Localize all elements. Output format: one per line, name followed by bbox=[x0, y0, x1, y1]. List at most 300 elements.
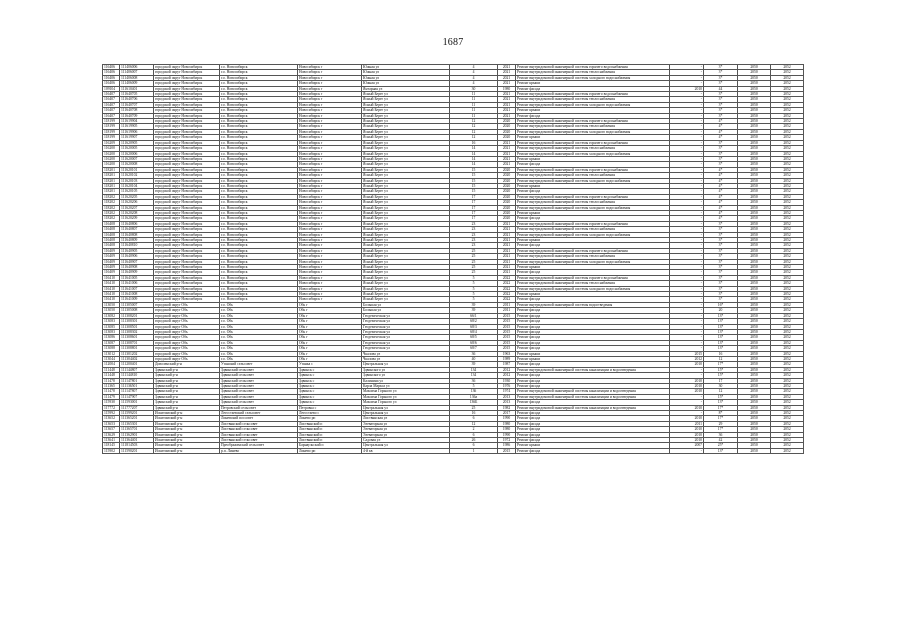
settlement-cell: г.о. Новосибирск bbox=[220, 248, 298, 253]
wear-percent-cell: 4* bbox=[704, 119, 738, 124]
plan-end-year-cell: 2052 bbox=[771, 70, 804, 75]
year-built-cell: 2021 bbox=[498, 102, 516, 107]
last-repair-year-cell: - bbox=[670, 75, 704, 80]
locality-cell: Здвинск с bbox=[298, 378, 362, 383]
wear-percent-cell: 4* bbox=[704, 205, 738, 210]
plan-start-year-cell: 2050 bbox=[738, 308, 771, 313]
locality-cell: Новосибирск г bbox=[298, 292, 362, 297]
work-type-cell: Ремонт фасада bbox=[516, 189, 670, 194]
house-number-cell: 16 bbox=[450, 411, 498, 416]
year-built-cell: 2013 bbox=[498, 400, 516, 405]
locality-cell: Новосибирск г bbox=[298, 200, 362, 205]
house-id-cell: 116408 bbox=[103, 227, 120, 232]
plan-start-year-cell: 2050 bbox=[738, 438, 771, 443]
municipality-cell: городской округ Новосибирск bbox=[154, 70, 220, 75]
house-number-cell: 25 bbox=[450, 405, 498, 410]
work-type-cell: Ремонт крыши bbox=[516, 265, 670, 270]
plan-start-year-cell: 2050 bbox=[738, 340, 771, 345]
element-id-cell: 111620206 bbox=[120, 200, 154, 205]
street-cell: Ясный Берег ул bbox=[362, 135, 450, 140]
municipality-cell: городской округ Обь bbox=[154, 319, 220, 324]
house-id-cell: 116407 bbox=[103, 113, 120, 118]
street-cell: Чкалова ул bbox=[362, 356, 450, 361]
last-repair-year-cell: - bbox=[670, 156, 704, 161]
year-built-cell: 2021 bbox=[498, 92, 516, 97]
last-repair-year-cell: - bbox=[670, 324, 704, 329]
municipality-cell: городской округ Новосибирск bbox=[154, 86, 220, 91]
locality-cell: Новосибирск г bbox=[298, 135, 362, 140]
wear-percent-cell: 15* bbox=[704, 367, 738, 372]
plan-start-year-cell: 2050 bbox=[738, 405, 771, 410]
street-cell: Геодезическая ул bbox=[362, 324, 450, 329]
work-type-cell: Ремонт фасада bbox=[516, 216, 670, 221]
wear-percent-cell: 4* bbox=[704, 183, 738, 188]
house-number-cell: 5 bbox=[450, 297, 498, 302]
last-repair-year-cell: - bbox=[670, 329, 704, 334]
plan-start-year-cell: 2050 bbox=[738, 81, 771, 86]
plan-start-year-cell: 2050 bbox=[738, 351, 771, 356]
locality-cell: Новосибирск г bbox=[298, 281, 362, 286]
plan-end-year-cell: 2052 bbox=[771, 427, 804, 432]
last-repair-year-cell: - bbox=[670, 140, 704, 145]
work-type-cell: Ремонт фасада bbox=[516, 335, 670, 340]
year-built-cell: 1972 bbox=[498, 438, 516, 443]
element-id-cell: 111619907 bbox=[120, 135, 154, 140]
locality-cell: Здвинск с bbox=[298, 389, 362, 394]
municipality-cell: Искитимский р-н bbox=[154, 443, 220, 448]
wear-percent-cell: 3* bbox=[704, 113, 738, 118]
house-number-cell: 17 bbox=[450, 200, 498, 205]
locality-cell: Обь г bbox=[298, 308, 362, 313]
street-cell: Ясный Берег ул bbox=[362, 221, 450, 226]
plan-end-year-cell: 2052 bbox=[771, 346, 804, 351]
work-type-cell: Ремонт внутридомовой инженерной системы теплоснабжения bbox=[516, 254, 670, 259]
plan-end-year-cell: 2052 bbox=[771, 238, 804, 243]
element-id-cell: 111200401 bbox=[120, 362, 154, 367]
wear-percent-cell: 15* bbox=[704, 394, 738, 399]
locality-cell: Новосибирск г bbox=[298, 183, 362, 188]
last-repair-year-cell: - bbox=[670, 146, 704, 151]
settlement-cell: Листвянский сельсовет bbox=[220, 427, 298, 432]
settlement-cell: г.о. Обь bbox=[220, 340, 298, 345]
municipality-cell: городской округ Обь bbox=[154, 313, 220, 318]
plan-end-year-cell: 2052 bbox=[771, 324, 804, 329]
last-repair-year-cell: - bbox=[670, 302, 704, 307]
element-id-cell: 111308501 bbox=[120, 324, 154, 329]
house-id-cell: 113044 bbox=[103, 356, 120, 361]
work-type-cell: Ремонт внутридомовой инженерной системы холодного водоснабжения bbox=[516, 259, 670, 264]
element-id-cell: 111640807 bbox=[120, 227, 154, 232]
last-repair-year-cell: - bbox=[670, 221, 704, 226]
last-repair-year-cell: - bbox=[670, 248, 704, 253]
municipality-cell: Здвинский р-н bbox=[154, 389, 220, 394]
street-cell: Ясный Берег ул bbox=[362, 173, 450, 178]
element-id-cell: 111620005 bbox=[120, 146, 154, 151]
house-number-cell: 68/4 bbox=[450, 329, 498, 334]
year-built-cell: 1986 bbox=[498, 443, 516, 448]
last-repair-year-cell: 2010 bbox=[670, 438, 704, 443]
work-type-cell: Ремонт фасада bbox=[516, 448, 670, 453]
house-number-cell: 36 bbox=[450, 351, 498, 356]
wear-percent-cell: 3* bbox=[704, 70, 738, 75]
year-built-cell: 1989 bbox=[498, 356, 516, 361]
wear-percent-cell: 13* bbox=[704, 400, 738, 405]
street-cell: Ясный Берег ул bbox=[362, 162, 450, 167]
last-repair-year-cell: 2010 bbox=[670, 416, 704, 421]
plan-start-year-cell: 2050 bbox=[738, 259, 771, 264]
wear-percent-cell: 4* bbox=[704, 178, 738, 183]
element-id-cell: 111364401 bbox=[120, 438, 154, 443]
last-repair-year-cell: - bbox=[670, 400, 704, 405]
element-id-cell: 111147801 bbox=[120, 378, 154, 383]
plan-start-year-cell: 2050 bbox=[738, 65, 771, 70]
house-id-cell: 113012 bbox=[103, 351, 120, 356]
settlement-cell: г.о. Новосибирск bbox=[220, 70, 298, 75]
plan-end-year-cell: 2052 bbox=[771, 254, 804, 259]
element-id-cell: 111406007 bbox=[120, 70, 154, 75]
street-cell: Ясный Берег ул bbox=[362, 151, 450, 156]
municipality-cell: городской округ Новосибирск bbox=[154, 216, 220, 221]
municipality-cell: Здвинский р-н bbox=[154, 383, 220, 388]
settlement-cell: Листвянский сельсовет bbox=[220, 432, 298, 437]
house-number-cell: 23 bbox=[450, 243, 498, 248]
year-built-cell: 2020 bbox=[498, 183, 516, 188]
work-type-cell: Ремонт внутридомовой инженерной системы теплоснабжения bbox=[516, 124, 670, 129]
plan-end-year-cell: 2052 bbox=[771, 367, 804, 372]
plan-start-year-cell: 2050 bbox=[738, 167, 771, 172]
wear-percent-cell: 16 bbox=[704, 351, 738, 356]
plan-end-year-cell: 2052 bbox=[771, 146, 804, 151]
house-number-cell: 12 bbox=[450, 124, 498, 129]
house-number-cell: 23 bbox=[450, 238, 498, 243]
house-id-cell: 113085 bbox=[103, 324, 120, 329]
plan-end-year-cell: 2052 bbox=[771, 411, 804, 416]
settlement-cell: г.о. Новосибирск bbox=[220, 281, 298, 286]
year-built-cell: 2022 bbox=[498, 286, 516, 291]
settlement-cell: г.о. Новосибирск bbox=[220, 232, 298, 237]
locality-cell: Новосибирск г bbox=[298, 81, 362, 86]
plan-end-year-cell: 2052 bbox=[771, 65, 804, 70]
year-built-cell: 2021 bbox=[498, 70, 516, 75]
house-number-cell: 25 bbox=[450, 265, 498, 270]
municipality-cell: городской округ Новосибирск bbox=[154, 200, 220, 205]
plan-start-year-cell: 2050 bbox=[738, 102, 771, 107]
house-number-cell: 26 bbox=[450, 438, 498, 443]
locality-cell: Новосибирск г bbox=[298, 259, 362, 264]
municipality-cell: городской округ Обь bbox=[154, 324, 220, 329]
settlement-cell: Преображенский сельсовет bbox=[220, 443, 298, 448]
wear-percent-cell: 13* bbox=[704, 319, 738, 324]
plan-end-year-cell: 2052 bbox=[771, 183, 804, 188]
year-built-cell: 2015 bbox=[498, 319, 516, 324]
locality-cell: Новосибирск г bbox=[298, 275, 362, 280]
settlement-cell: Листвянский сельсовет bbox=[220, 438, 298, 443]
locality-cell: Новосибирск г bbox=[298, 194, 362, 199]
locality-cell: Листвянский п bbox=[298, 432, 362, 437]
locality-cell: Новосибирск г bbox=[298, 205, 362, 210]
year-built-cell: 2021 bbox=[498, 146, 516, 151]
settlement-cell: г.о. Обь bbox=[220, 356, 298, 361]
house-id-cell: 116408 bbox=[103, 243, 120, 248]
settlement-cell: г.о. Обь bbox=[220, 351, 298, 356]
last-repair-year-cell: - bbox=[670, 183, 704, 188]
locality-cell: Новосибирск г bbox=[298, 124, 362, 129]
house-id-cell: 116408 bbox=[103, 221, 120, 226]
street-cell: Ясный Берег ул bbox=[362, 97, 450, 102]
year-built-cell: 1963 bbox=[498, 351, 516, 356]
municipality-cell: городской округ Новосибирск bbox=[154, 205, 220, 210]
wear-percent-cell: 3* bbox=[704, 65, 738, 70]
plan-end-year-cell: 2052 bbox=[771, 216, 804, 221]
house-number-cell: 4 bbox=[450, 75, 498, 80]
plan-start-year-cell: 2050 bbox=[738, 119, 771, 124]
house-id-cell: 111448 bbox=[103, 373, 120, 378]
street-cell: Геодезическая ул bbox=[362, 319, 450, 324]
work-type-cell: Ремонт фасада bbox=[516, 427, 670, 432]
work-type-cell: Ремонт внутридомовой инженерной системы водоотведения bbox=[516, 302, 670, 307]
wear-percent-cell: 3* bbox=[704, 270, 738, 275]
year-built-cell: 2017 bbox=[498, 411, 516, 416]
street-cell: Геодезическая ул bbox=[362, 329, 450, 334]
wear-percent-cell: 13* bbox=[704, 340, 738, 345]
house-number-cell: 6 bbox=[450, 443, 498, 448]
year-built-cell: 2013 bbox=[498, 394, 516, 399]
element-id-cell: 111640708 bbox=[120, 108, 154, 113]
year-built-cell: 2020 bbox=[498, 210, 516, 215]
settlement-cell: г.о. Новосибирск bbox=[220, 129, 298, 134]
plan-start-year-cell: 2050 bbox=[738, 140, 771, 145]
wear-percent-cell: 42 bbox=[704, 438, 738, 443]
work-type-cell: Ремонт фасада bbox=[516, 378, 670, 383]
year-built-cell: 2021 bbox=[498, 232, 516, 237]
municipality-cell: городской округ Новосибирск bbox=[154, 173, 220, 178]
plan-start-year-cell: 2050 bbox=[738, 383, 771, 388]
plan-start-year-cell: 2050 bbox=[738, 270, 771, 275]
street-cell: Здвинского ул bbox=[362, 373, 450, 378]
plan-end-year-cell: 2052 bbox=[771, 286, 804, 291]
street-cell: Южная ул bbox=[362, 65, 450, 70]
street-cell: Элеваторная ул bbox=[362, 421, 450, 426]
house-number-cell: 68/6 bbox=[450, 340, 498, 345]
element-id-cell: 111640810 bbox=[120, 243, 154, 248]
last-repair-year-cell: - bbox=[670, 297, 704, 302]
street-cell: Элеваторная ул bbox=[362, 427, 450, 432]
house-id-cell: 118202 bbox=[103, 205, 120, 210]
wear-percent-cell: 3* bbox=[704, 292, 738, 297]
last-repair-year-cell: - bbox=[670, 270, 704, 275]
element-id-cell: 111640707 bbox=[120, 102, 154, 107]
house-id-cell: 116200 bbox=[103, 162, 120, 167]
locality-cell: Листвянский п bbox=[298, 438, 362, 443]
work-type-cell: Ремонт внутридомовой инженерной системы холодного водоснабжения bbox=[516, 178, 670, 183]
plan-end-year-cell: 2052 bbox=[771, 92, 804, 97]
locality-cell: Новосибирск г bbox=[298, 232, 362, 237]
work-type-cell: Ремонт крыши bbox=[516, 351, 670, 356]
work-type-cell: Ремонт внутридомовой инженерной системы горячего водоснабжения bbox=[516, 140, 670, 145]
year-built-cell: 2021 bbox=[498, 97, 516, 102]
street-cell: Садовая ул bbox=[362, 438, 450, 443]
wear-percent-cell: 44 bbox=[704, 86, 738, 91]
municipality-cell: городской округ Новосибирск bbox=[154, 232, 220, 237]
locality-cell: Новосибирск г bbox=[298, 254, 362, 259]
element-id-cell: 111136501 bbox=[120, 383, 154, 388]
house-number-cell: 17 bbox=[450, 205, 498, 210]
municipality-cell: городской округ Новосибирск bbox=[154, 102, 220, 107]
element-id-cell: 111620905 bbox=[120, 140, 154, 145]
year-built-cell: 2020 bbox=[498, 135, 516, 140]
settlement-cell: г.о. Новосибирск bbox=[220, 243, 298, 248]
municipality-cell: городской округ Новосибирск bbox=[154, 178, 220, 183]
plan-end-year-cell: 2052 bbox=[771, 378, 804, 383]
wear-percent-cell: 13* bbox=[704, 346, 738, 351]
house-id-cell: 116410 bbox=[103, 275, 120, 280]
house-number-cell: 14 bbox=[450, 162, 498, 167]
street-cell: Ясный Берег ул bbox=[362, 210, 450, 215]
street-cell: Геодезическая ул bbox=[362, 335, 450, 340]
house-id-cell: 116409 bbox=[103, 254, 120, 259]
locality-cell: Новосибирск г bbox=[298, 102, 362, 107]
locality-cell: Новосибирск г bbox=[298, 248, 362, 253]
element-id-cell: 111304402 bbox=[120, 356, 154, 361]
house-id-cell: 111478 bbox=[103, 378, 120, 383]
street-cell: Ясный Берег ул bbox=[362, 156, 450, 161]
plan-start-year-cell: 2050 bbox=[738, 178, 771, 183]
element-id-cell: 111640905 bbox=[120, 248, 154, 253]
element-id-cell: 111305007 bbox=[120, 302, 154, 307]
settlement-cell: г.о. Новосибирск bbox=[220, 265, 298, 270]
wear-percent-cell: 3* bbox=[704, 265, 738, 270]
municipality-cell: Искитимский р-н bbox=[154, 427, 220, 432]
house-number-cell: 15 bbox=[450, 178, 498, 183]
last-repair-year-cell: - bbox=[670, 254, 704, 259]
municipality-cell: Здвинский р-н bbox=[154, 400, 220, 405]
element-id-cell: 111620205 bbox=[120, 194, 154, 199]
plan-start-year-cell: 2050 bbox=[738, 238, 771, 243]
wear-percent-cell: 3* bbox=[704, 254, 738, 259]
last-repair-year-cell: - bbox=[670, 411, 704, 416]
locality-cell: Новосибирск г bbox=[298, 113, 362, 118]
municipality-cell: городской округ Новосибирск bbox=[154, 65, 220, 70]
plan-end-year-cell: 2052 bbox=[771, 140, 804, 145]
year-built-cell: 2020 bbox=[498, 178, 516, 183]
settlement-cell: г.о. Новосибирск bbox=[220, 183, 298, 188]
street-cell: Янтарная ул bbox=[362, 86, 450, 91]
plan-start-year-cell: 2050 bbox=[738, 281, 771, 286]
work-type-cell: Ремонт внутридомовой инженерной системы канализации и водоотведения bbox=[516, 389, 670, 394]
settlement-cell: Петровский сельсовет bbox=[220, 405, 298, 410]
wear-percent-cell: 3* bbox=[704, 146, 738, 151]
last-repair-year-cell: - bbox=[670, 340, 704, 345]
plan-end-year-cell: 2052 bbox=[771, 319, 804, 324]
house-number-cell: 5 bbox=[450, 292, 498, 297]
municipality-cell: городской округ Новосибирск bbox=[154, 221, 220, 226]
house-id-cell: 116410 bbox=[103, 292, 120, 297]
plan-end-year-cell: 2052 bbox=[771, 405, 804, 410]
plan-end-year-cell: 2052 bbox=[771, 394, 804, 399]
house-id-cell: 113641 bbox=[103, 438, 120, 443]
street-cell: Ясный Берег ул bbox=[362, 167, 450, 172]
settlement-cell: г.о. Новосибирск bbox=[220, 178, 298, 183]
house-number-cell: 11 bbox=[450, 108, 498, 113]
municipality-cell: городской округ Обь bbox=[154, 340, 220, 345]
plan-start-year-cell: 2050 bbox=[738, 216, 771, 221]
last-repair-year-cell: - bbox=[670, 367, 704, 372]
year-built-cell: 2021 bbox=[498, 254, 516, 259]
wear-percent-cell: 3* bbox=[704, 221, 738, 226]
last-repair-year-cell: 2010 bbox=[670, 389, 704, 394]
element-id-cell: 111777207 bbox=[120, 405, 154, 410]
house-id-cell: 113657 bbox=[103, 427, 120, 432]
plan-start-year-cell: 2050 bbox=[738, 183, 771, 188]
year-built-cell: 2021 bbox=[498, 108, 516, 113]
house-number-cell: 14 bbox=[450, 151, 498, 156]
work-type-cell: Ремонт внутридомовой инженерной системы теплоснабжения bbox=[516, 173, 670, 178]
plan-start-year-cell: 2050 bbox=[738, 108, 771, 113]
wear-percent-cell: 13* bbox=[704, 313, 738, 318]
house-number-cell: 12 bbox=[450, 129, 498, 134]
street-cell: Ясный Берег ул bbox=[362, 259, 450, 264]
house-number-cell: 25 bbox=[450, 254, 498, 259]
settlement-cell: Здвинский сельсовет bbox=[220, 394, 298, 399]
street-cell: Ясный Берег ул bbox=[362, 205, 450, 210]
plan-end-year-cell: 2052 bbox=[771, 362, 804, 367]
municipality-cell: городской округ Новосибирск bbox=[154, 108, 220, 113]
locality-cell: Здвинск с bbox=[298, 373, 362, 378]
plan-end-year-cell: 2052 bbox=[771, 189, 804, 194]
house-id-cell: 116406 bbox=[103, 81, 120, 86]
municipality-cell: городской округ Новосибирск bbox=[154, 97, 220, 102]
work-type-cell: Ремонт внутридомовой инженерной системы теплоснабжения bbox=[516, 97, 670, 102]
wear-percent-cell: 4* bbox=[704, 189, 738, 194]
locality-cell: Обь г bbox=[298, 335, 362, 340]
plan-end-year-cell: 2052 bbox=[771, 129, 804, 134]
plan-start-year-cell: 2050 bbox=[738, 113, 771, 118]
wear-percent-cell: 4* bbox=[704, 210, 738, 215]
work-type-cell: Ремонт крыши bbox=[516, 356, 670, 361]
street-cell: Элеваторная ул bbox=[362, 432, 450, 437]
locality-cell: Листвянский п bbox=[298, 427, 362, 432]
locality-cell: Новосибирск г bbox=[298, 146, 362, 151]
last-repair-year-cell: - bbox=[670, 162, 704, 167]
last-repair-year-cell: - bbox=[670, 265, 704, 270]
plan-start-year-cell: 2050 bbox=[738, 194, 771, 199]
plan-end-year-cell: 2052 bbox=[771, 443, 804, 448]
house-id-cell: 111479 bbox=[103, 394, 120, 399]
plan-end-year-cell: 2052 bbox=[771, 194, 804, 199]
plan-end-year-cell: 2052 bbox=[771, 329, 804, 334]
plan-end-year-cell: 2052 bbox=[771, 308, 804, 313]
wear-percent-cell: 13* bbox=[704, 335, 738, 340]
wear-percent-cell: 3* bbox=[704, 248, 738, 253]
work-type-cell: Ремонт внутридомовой инженерной системы холодного водоснабжения bbox=[516, 232, 670, 237]
house-id-cell: 113086 bbox=[103, 335, 120, 340]
street-cell: Большая ул bbox=[362, 302, 450, 307]
year-built-cell: 2021 bbox=[498, 259, 516, 264]
work-type-cell: Ремонт фасада bbox=[516, 162, 670, 167]
municipality-cell: городской округ Новосибирск bbox=[154, 275, 220, 280]
plan-end-year-cell: 2052 bbox=[771, 389, 804, 394]
locality-cell: Новосибирск г bbox=[298, 108, 362, 113]
element-id-cell: 111406008 bbox=[120, 75, 154, 80]
municipality-cell: городской округ Обь bbox=[154, 351, 220, 356]
year-built-cell: 2021 bbox=[498, 221, 516, 226]
element-id-cell: 111308302 bbox=[120, 329, 154, 334]
plan-end-year-cell: 2052 bbox=[771, 421, 804, 426]
plan-end-year-cell: 2052 bbox=[771, 97, 804, 102]
plan-start-year-cell: 2050 bbox=[738, 362, 771, 367]
element-id-cell: 111590201 bbox=[120, 448, 154, 453]
element-id-cell: 111365301 bbox=[120, 421, 154, 426]
